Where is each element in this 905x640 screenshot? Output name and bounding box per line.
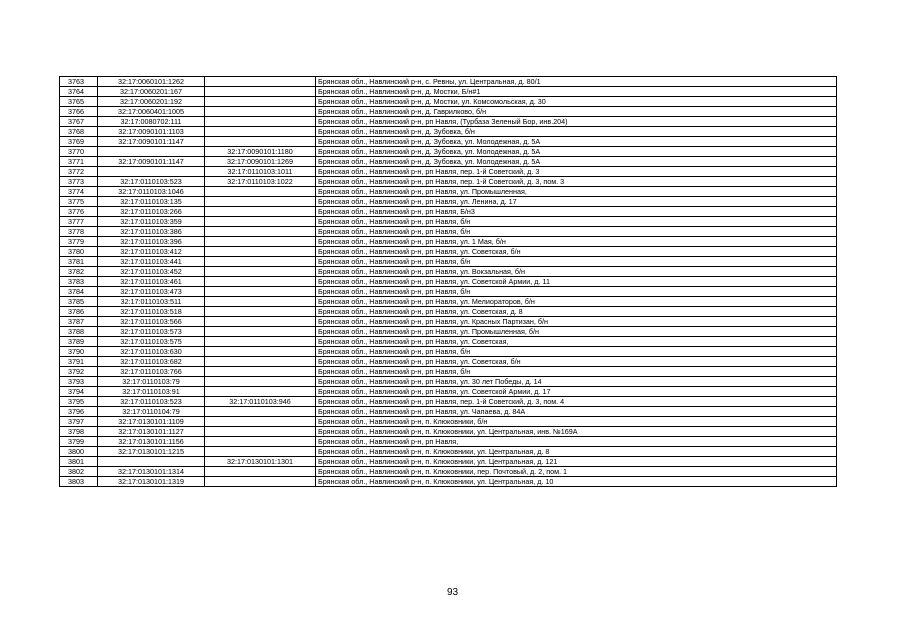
table-row <box>60 467 837 477</box>
table-row <box>60 147 837 157</box>
address-cell: Брянская обл., Навлинский р-н, п. Клюковники, ул. Центральная, д. 10 <box>316 477 837 487</box>
cadastral-number-cell: 32:17:0110103:511 <box>98 297 205 307</box>
linked-cadastral-number-cell <box>205 357 316 367</box>
row-number-cell: 3788 <box>60 327 98 337</box>
row-number-cell: 3795 <box>60 397 98 407</box>
cadastral-number-cell <box>98 167 205 177</box>
row-number-cell: 3763 <box>60 77 98 87</box>
cadastral-number-cell: 32:17:0110103:682 <box>98 357 205 367</box>
address-cell: Брянская обл., Навлинский р-н, п. Клюковники, б/н <box>316 417 837 427</box>
cadastral-number-cell: 32:17:0110103:79 <box>98 377 205 387</box>
table-row <box>60 387 837 397</box>
cadastral-number-cell: 32:17:0130101:1314 <box>98 467 205 477</box>
row-number-cell: 3771 <box>60 157 98 167</box>
address-cell: Брянская обл., Навлинский р-н, рп Навля, ул. Советской Армии, д. 17 <box>316 387 837 397</box>
cadastral-number-cell: 32:17:0130101:1156 <box>98 437 205 447</box>
address-cell: Брянская обл., Навлинский р-н, п. Клюковники, пер. Почтовый, д. 2, пом. 1 <box>316 467 837 477</box>
address-cell: Брянская обл., Навлинский р-н, рп Навля, б/н <box>316 217 837 227</box>
address-cell: Брянская обл., Навлинский р-н, рп Навля, ул. Красных Партизан, б/н <box>316 317 837 327</box>
row-number-cell: 3790 <box>60 347 98 357</box>
cadastral-number-cell: 32:17:0110103:412 <box>98 247 205 257</box>
cadastral-number-cell: 32:17:0130101:1215 <box>98 447 205 457</box>
cadastral-number-cell: 32:17:0130101:1109 <box>98 417 205 427</box>
table-row <box>60 397 837 407</box>
row-number-cell: 3799 <box>60 437 98 447</box>
cadastral-number-cell: 32:17:0110103:630 <box>98 347 205 357</box>
cadastral-number-cell: 32:17:0110103:396 <box>98 237 205 247</box>
address-cell: Брянская обл., Навлинский р-н, рп Навля, б/н <box>316 367 837 377</box>
linked-cadastral-number-cell <box>205 87 316 97</box>
linked-cadastral-number-cell <box>205 387 316 397</box>
address-cell: Брянская обл., Навлинский р-н, д. Зубовка, ул. Молодежная, д. 5А <box>316 147 837 157</box>
cadastral-number-cell: 32:17:0110103:441 <box>98 257 205 267</box>
table-row <box>60 197 837 207</box>
cadastral-number-cell: 32:17:0110103:573 <box>98 327 205 337</box>
row-number-cell: 3777 <box>60 217 98 227</box>
row-number-cell: 3787 <box>60 317 98 327</box>
table-row <box>60 267 837 277</box>
linked-cadastral-number-cell: 32:17:0110103:1011 <box>205 167 316 177</box>
address-cell: Брянская обл., Навлинский р-н, рп Навля, ул. Советская, <box>316 337 837 347</box>
cadastral-number-cell: 32:17:0110103:518 <box>98 307 205 317</box>
address-cell: Брянская обл., Навлинский р-н, рп Навля, ул. Промышленная, б/н <box>316 327 837 337</box>
linked-cadastral-number-cell <box>205 117 316 127</box>
linked-cadastral-number-cell <box>205 247 316 257</box>
address-cell: Брянская обл., Навлинский р-н, рп Навля, б/н <box>316 287 837 297</box>
row-number-cell: 3765 <box>60 97 98 107</box>
address-cell: Брянская обл., Навлинский р-н, рп Навля, б/н <box>316 257 837 267</box>
table-row <box>60 337 837 347</box>
linked-cadastral-number-cell <box>205 257 316 267</box>
linked-cadastral-number-cell <box>205 437 316 447</box>
row-number-cell: 3801 <box>60 457 98 467</box>
cadastral-number-cell: 32:17:0110103:359 <box>98 217 205 227</box>
property-table <box>59 76 837 487</box>
address-cell: Брянская обл., Навлинский р-н, рп Навля, ул. Советская, б/н <box>316 357 837 367</box>
table-row <box>60 477 837 487</box>
table-row <box>60 187 837 197</box>
table-row <box>60 207 837 217</box>
address-cell: Брянская обл., Навлинский р-н, рп Навля, ул. 1 Мая, б/н <box>316 237 837 247</box>
linked-cadastral-number-cell <box>205 77 316 87</box>
address-cell: Брянская обл., Навлинский р-н, рп Навля, ул. Мелиораторов, б/н <box>316 297 837 307</box>
address-cell: Брянская обл., Навлинский р-н, д. Мостки, ул. Комсомольская, д. 30 <box>316 97 837 107</box>
linked-cadastral-number-cell <box>205 207 316 217</box>
address-cell: Брянская обл., Навлинский р-н, рп Навля, ул. 30 лет Победы, д. 14 <box>316 377 837 387</box>
address-cell: Брянская обл., Навлинский р-н, п. Клюковники, ул. Центральная, д. 121 <box>316 457 837 467</box>
table-row <box>60 447 837 457</box>
linked-cadastral-number-cell <box>205 267 316 277</box>
row-number-cell: 3781 <box>60 257 98 267</box>
address-cell: Брянская обл., Навлинский р-н, рп Навля, ул. Ленина, д. 17 <box>316 197 837 207</box>
table-row <box>60 457 837 467</box>
linked-cadastral-number-cell <box>205 447 316 457</box>
address-cell: Брянская обл., Навлинский р-н, рп Навля, ул. Вокзальная, б/н <box>316 267 837 277</box>
cadastral-number-cell: 32:17:0060201:167 <box>98 87 205 97</box>
table-row <box>60 117 837 127</box>
table-row <box>60 307 837 317</box>
cadastral-number-cell: 32:17:0060101:1262 <box>98 77 205 87</box>
table-row <box>60 317 837 327</box>
cadastral-number-cell: 32:17:0110103:523 <box>98 397 205 407</box>
row-number-cell: 3772 <box>60 167 98 177</box>
linked-cadastral-number-cell <box>205 467 316 477</box>
cadastral-number-cell: 32:17:0110103:523 <box>98 177 205 187</box>
row-number-cell: 3797 <box>60 417 98 427</box>
row-number-cell: 3803 <box>60 477 98 487</box>
table-row <box>60 417 837 427</box>
row-number-cell: 3796 <box>60 407 98 417</box>
address-cell: Брянская обл., Навлинский р-н, п. Клюковники, ул. Центральная, д. 8 <box>316 447 837 457</box>
linked-cadastral-number-cell <box>205 187 316 197</box>
linked-cadastral-number-cell <box>205 377 316 387</box>
address-cell: Брянская обл., Навлинский р-н, рп Навля, пер. 1-й Советский, д. 3, пом. 3 <box>316 177 837 187</box>
linked-cadastral-number-cell: 32:17:0110103:946 <box>205 397 316 407</box>
linked-cadastral-number-cell <box>205 277 316 287</box>
cadastral-number-cell: 32:17:0110104:79 <box>98 407 205 417</box>
table-row <box>60 107 837 117</box>
row-number-cell: 3783 <box>60 277 98 287</box>
row-number-cell: 3767 <box>60 117 98 127</box>
cadastral-number-cell: 32:17:0110103:135 <box>98 197 205 207</box>
address-cell: Брянская обл., Навлинский р-н, рп Навля, ул. Советская, д. 8 <box>316 307 837 317</box>
row-number-cell: 3800 <box>60 447 98 457</box>
cadastral-number-cell <box>98 457 205 467</box>
row-number-cell: 3802 <box>60 467 98 477</box>
address-cell: Брянская обл., Навлинский р-н, рп Навля, ул. Советская, б/н <box>316 247 837 257</box>
row-number-cell: 3791 <box>60 357 98 367</box>
address-cell: Брянская обл., Навлинский р-н, д. Гаврилково, б/н <box>316 107 837 117</box>
linked-cadastral-number-cell <box>205 407 316 417</box>
table-row <box>60 247 837 257</box>
linked-cadastral-number-cell <box>205 477 316 487</box>
row-number-cell: 3785 <box>60 297 98 307</box>
address-cell: Брянская обл., Навлинский р-н, д. Зубовка, б/н <box>316 127 837 137</box>
cadastral-number-cell: 32:17:0090101:1147 <box>98 157 205 167</box>
linked-cadastral-number-cell <box>205 327 316 337</box>
row-number-cell: 3766 <box>60 107 98 117</box>
table-row <box>60 257 837 267</box>
cadastral-number-cell: 32:17:0110103:461 <box>98 277 205 287</box>
cadastral-number-cell: 32:17:0110103:386 <box>98 227 205 237</box>
address-cell: Брянская обл., Навлинский р-н, рп Навля, б/н <box>316 227 837 237</box>
cadastral-number-cell: 32:17:0130101:1127 <box>98 427 205 437</box>
address-cell: Брянская обл., Навлинский р-н, рп Навля, Б/н3 <box>316 207 837 217</box>
table-row <box>60 127 837 137</box>
address-cell: Брянская обл., Навлинский р-н, рп Навля, ул. Чапаева, д. 84А <box>316 407 837 417</box>
linked-cadastral-number-cell <box>205 307 316 317</box>
row-number-cell: 3782 <box>60 267 98 277</box>
linked-cadastral-number-cell <box>205 317 316 327</box>
linked-cadastral-number-cell <box>205 367 316 377</box>
row-number-cell: 3768 <box>60 127 98 137</box>
table-row <box>60 427 837 437</box>
row-number-cell: 3789 <box>60 337 98 347</box>
cadastral-number-cell: 32:17:0110103:566 <box>98 317 205 327</box>
address-cell: Брянская обл., Навлинский р-н, рп Навля, б/н <box>316 347 837 357</box>
row-number-cell: 3784 <box>60 287 98 297</box>
cadastral-number-cell: 32:17:0090101:1103 <box>98 127 205 137</box>
cadastral-number-cell <box>98 147 205 157</box>
linked-cadastral-number-cell <box>205 197 316 207</box>
linked-cadastral-number-cell <box>205 297 316 307</box>
address-cell: Брянская обл., Навлинский р-н, с. Ревны, ул. Центральная, д. 80/1 <box>316 77 837 87</box>
cadastral-number-cell: 32:17:0110103:575 <box>98 337 205 347</box>
cadastral-number-cell: 32:17:0130101:1319 <box>98 477 205 487</box>
address-cell: Брянская обл., Навлинский р-н, п. Клюковники, ул. Центральная, инв. №169А <box>316 427 837 437</box>
table-row <box>60 437 837 447</box>
row-number-cell: 3792 <box>60 367 98 377</box>
row-number-cell: 3793 <box>60 377 98 387</box>
table-row <box>60 357 837 367</box>
linked-cadastral-number-cell: 32:17:0090101:1269 <box>205 157 316 167</box>
address-cell: Брянская обл., Навлинский р-н, д. Зубовка, ул. Молодежная, д. 5А <box>316 157 837 167</box>
linked-cadastral-number-cell <box>205 417 316 427</box>
row-number-cell: 3775 <box>60 197 98 207</box>
linked-cadastral-number-cell <box>205 237 316 247</box>
table-row <box>60 277 837 287</box>
table-row <box>60 87 837 97</box>
address-cell: Брянская обл., Навлинский р-н, рп Навля, пер. 1-й Советский, д. 3, пом. 4 <box>316 397 837 407</box>
row-number-cell: 3774 <box>60 187 98 197</box>
address-cell: Брянская обл., Навлинский р-н, рп Навля, ул. Советской Армии, д. 11 <box>316 277 837 287</box>
table-row <box>60 367 837 377</box>
cadastral-number-cell: 32:17:0110103:1046 <box>98 187 205 197</box>
linked-cadastral-number-cell <box>205 127 316 137</box>
table-row <box>60 407 837 417</box>
table-row <box>60 327 837 337</box>
cadastral-number-cell: 32:17:0090101:1147 <box>98 137 205 147</box>
table-row <box>60 227 837 237</box>
row-number-cell: 3778 <box>60 227 98 237</box>
linked-cadastral-number-cell <box>205 217 316 227</box>
table-row <box>60 137 837 147</box>
linked-cadastral-number-cell: 32:17:0130101:1301 <box>205 457 316 467</box>
page-number: 93 <box>446 587 459 598</box>
cadastral-number-cell: 32:17:0080702:111 <box>98 117 205 127</box>
linked-cadastral-number-cell <box>205 287 316 297</box>
table-row <box>60 297 837 307</box>
linked-cadastral-number-cell <box>205 227 316 237</box>
table-row <box>60 157 837 167</box>
cadastral-number-cell: 32:17:0110103:766 <box>98 367 205 377</box>
cadastral-number-cell: 32:17:0110103:473 <box>98 287 205 297</box>
address-cell: Брянская обл., Навлинский р-н, рп Навля, ул. Промышленная, <box>316 187 837 197</box>
linked-cadastral-number-cell: 32:17:0090101:1180 <box>205 147 316 157</box>
address-cell: Брянская обл., Навлинский р-н, рп Навля, (Турбаза Зеленый Бор, инв.204) <box>316 117 837 127</box>
linked-cadastral-number-cell: 32:17:0110103:1022 <box>205 177 316 187</box>
linked-cadastral-number-cell <box>205 347 316 357</box>
table-row <box>60 77 837 87</box>
table-row <box>60 97 837 107</box>
table-row <box>60 217 837 227</box>
row-number-cell: 3780 <box>60 247 98 257</box>
linked-cadastral-number-cell <box>205 137 316 147</box>
cadastral-number-cell: 32:17:0060401:1005 <box>98 107 205 117</box>
row-number-cell: 3764 <box>60 87 98 97</box>
table-row <box>60 167 837 177</box>
table-row <box>60 237 837 247</box>
address-cell: Брянская обл., Навлинский р-н, д. Мостки, Б/н#1 <box>316 87 837 97</box>
property-table-body <box>60 77 837 487</box>
address-cell: Брянская обл., Навлинский р-н, д. Зубовка, ул. Молодежная, д. 5А <box>316 137 837 147</box>
linked-cadastral-number-cell <box>205 107 316 117</box>
row-number-cell: 3770 <box>60 147 98 157</box>
linked-cadastral-number-cell <box>205 97 316 107</box>
row-number-cell: 3779 <box>60 237 98 247</box>
row-number-cell: 3798 <box>60 427 98 437</box>
row-number-cell: 3786 <box>60 307 98 317</box>
cadastral-number-cell: 32:17:0110103:91 <box>98 387 205 397</box>
row-number-cell: 3773 <box>60 177 98 187</box>
linked-cadastral-number-cell <box>205 337 316 347</box>
row-number-cell: 3769 <box>60 137 98 147</box>
cadastral-number-cell: 32:17:0110103:452 <box>98 267 205 277</box>
table-row <box>60 287 837 297</box>
cadastral-number-cell: 32:17:0110103:266 <box>98 207 205 217</box>
cadastral-number-cell: 32:17:0060201:192 <box>98 97 205 107</box>
linked-cadastral-number-cell <box>205 427 316 437</box>
row-number-cell: 3776 <box>60 207 98 217</box>
table-row <box>60 347 837 357</box>
address-cell: Брянская обл., Навлинский р-н, рп Навля, пер. 1-й Советский, д. 3 <box>316 167 837 177</box>
row-number-cell: 3794 <box>60 387 98 397</box>
table-row <box>60 377 837 387</box>
address-cell: Брянская обл., Навлинский р-н, рп Навля, <box>316 437 837 447</box>
table-row <box>60 177 837 187</box>
